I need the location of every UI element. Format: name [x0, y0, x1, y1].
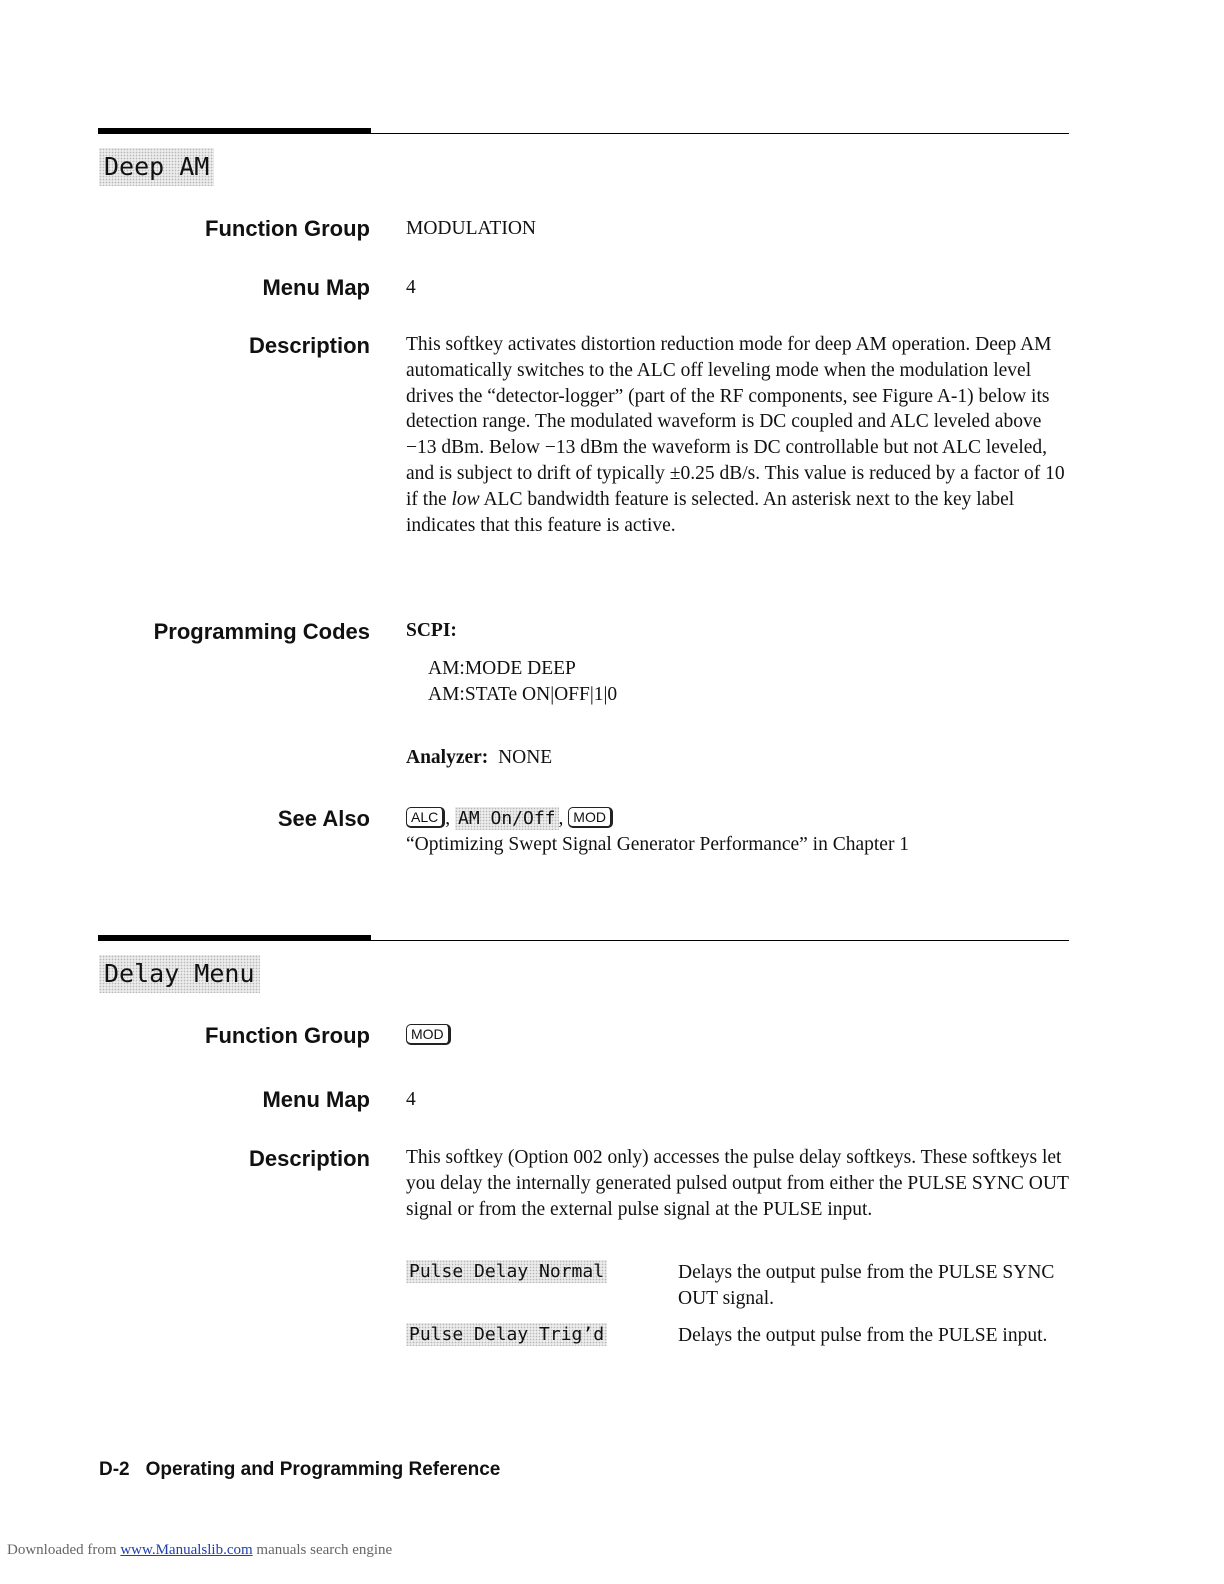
programming-codes-label: Programming Codes [153, 619, 370, 644]
download-notice: Downloaded from www.Manualslib.com manuals search engine [7, 1542, 393, 1558]
manualslib-link[interactable]: www.Manualslib.com [120, 1542, 253, 1558]
see-also-reference: “Optimizing Swept Signal Generator Performance” in Chapter 1 [406, 834, 910, 855]
menu-map-label: Menu Map [262, 1087, 370, 1112]
function-group-label: Function Group [205, 216, 370, 241]
deep-am-title: Deep AM [99, 148, 214, 186]
description-label: Description [248, 333, 370, 358]
menu-map-label: Menu Map [262, 275, 370, 300]
footer-section-title: Operating and Programming Reference [145, 1459, 501, 1480]
page-number: D-2 [99, 1459, 130, 1480]
function-group-label: Function Group [205, 1023, 370, 1048]
see-also-keys: ALC , AM On/Off , MOD [406, 806, 613, 832]
menu-map-value: 4 [406, 1089, 416, 1110]
pulse-delay-trigd-softkey[interactable]: Pulse Delay Trig’d [406, 1323, 607, 1346]
section-rule [98, 935, 1069, 941]
delay-menu-description: This softkey (Option 002 only) accesses the pulse delay softkeys. These softkeys let you delay the internally generated pulsed output from either the PULSE SYNC OUT signal or from the external pulse signal at the PULSE input. [406, 1147, 1069, 1220]
mod-hardkey[interactable]: MOD [568, 807, 613, 828]
analyzer-label: Analyzer: [406, 747, 489, 768]
deep-am-description: This softkey activates distortion reduction mode for deep AM operation. Deep AM automatically switches to the ALC off leveling mode when the modulation level drives the “detector-logger” (part of the RF components, see Figure A-1) below its detection range. The modulated waveform is DC coupled and ALC leveled above −13 dBm. Below −13 dBm the waveform is DC controllable but not ALC leveled, and is subject to drift of typically ±0.25 dB/s. This value is reduced by a factor of 10 if the low ALC bandwidth feature is selected. An asterisk next to the key label indicates that this feature is active. [406, 334, 1065, 536]
section-rule [98, 128, 1069, 134]
page-footer [99, 1459, 500, 1481]
scpi-command-2: AM:STATe ON|OFF|1|0 [428, 684, 618, 705]
pulse-delay-normal-description: Delays the output pulse from the PULSE SYNC OUT signal. [678, 1262, 1055, 1309]
function-group-value [406, 1023, 451, 1049]
mod-hardkey[interactable]: MOD [406, 1024, 451, 1045]
pulse-delay-trigd-description: Delays the output pulse from the PULSE input. [678, 1325, 1048, 1346]
function-group-value: MODULATION [406, 218, 536, 239]
analyzer-line [406, 745, 552, 771]
analyzer-value: NONE [498, 747, 553, 768]
menu-map-value: 4 [406, 277, 416, 298]
delay-menu-title: Delay Menu [99, 955, 260, 993]
am-on-off-softkey[interactable]: AM On/Off [455, 807, 559, 830]
scpi-label: SCPI: [406, 620, 457, 641]
pulse-delay-normal-softkey[interactable]: Pulse Delay Normal [406, 1260, 607, 1283]
scpi-command-1: AM:MODE DEEP [428, 658, 576, 679]
description-label: Description [248, 1146, 370, 1171]
alc-hardkey[interactable]: ALC [406, 807, 445, 828]
see-also-label: See Also [277, 806, 370, 831]
